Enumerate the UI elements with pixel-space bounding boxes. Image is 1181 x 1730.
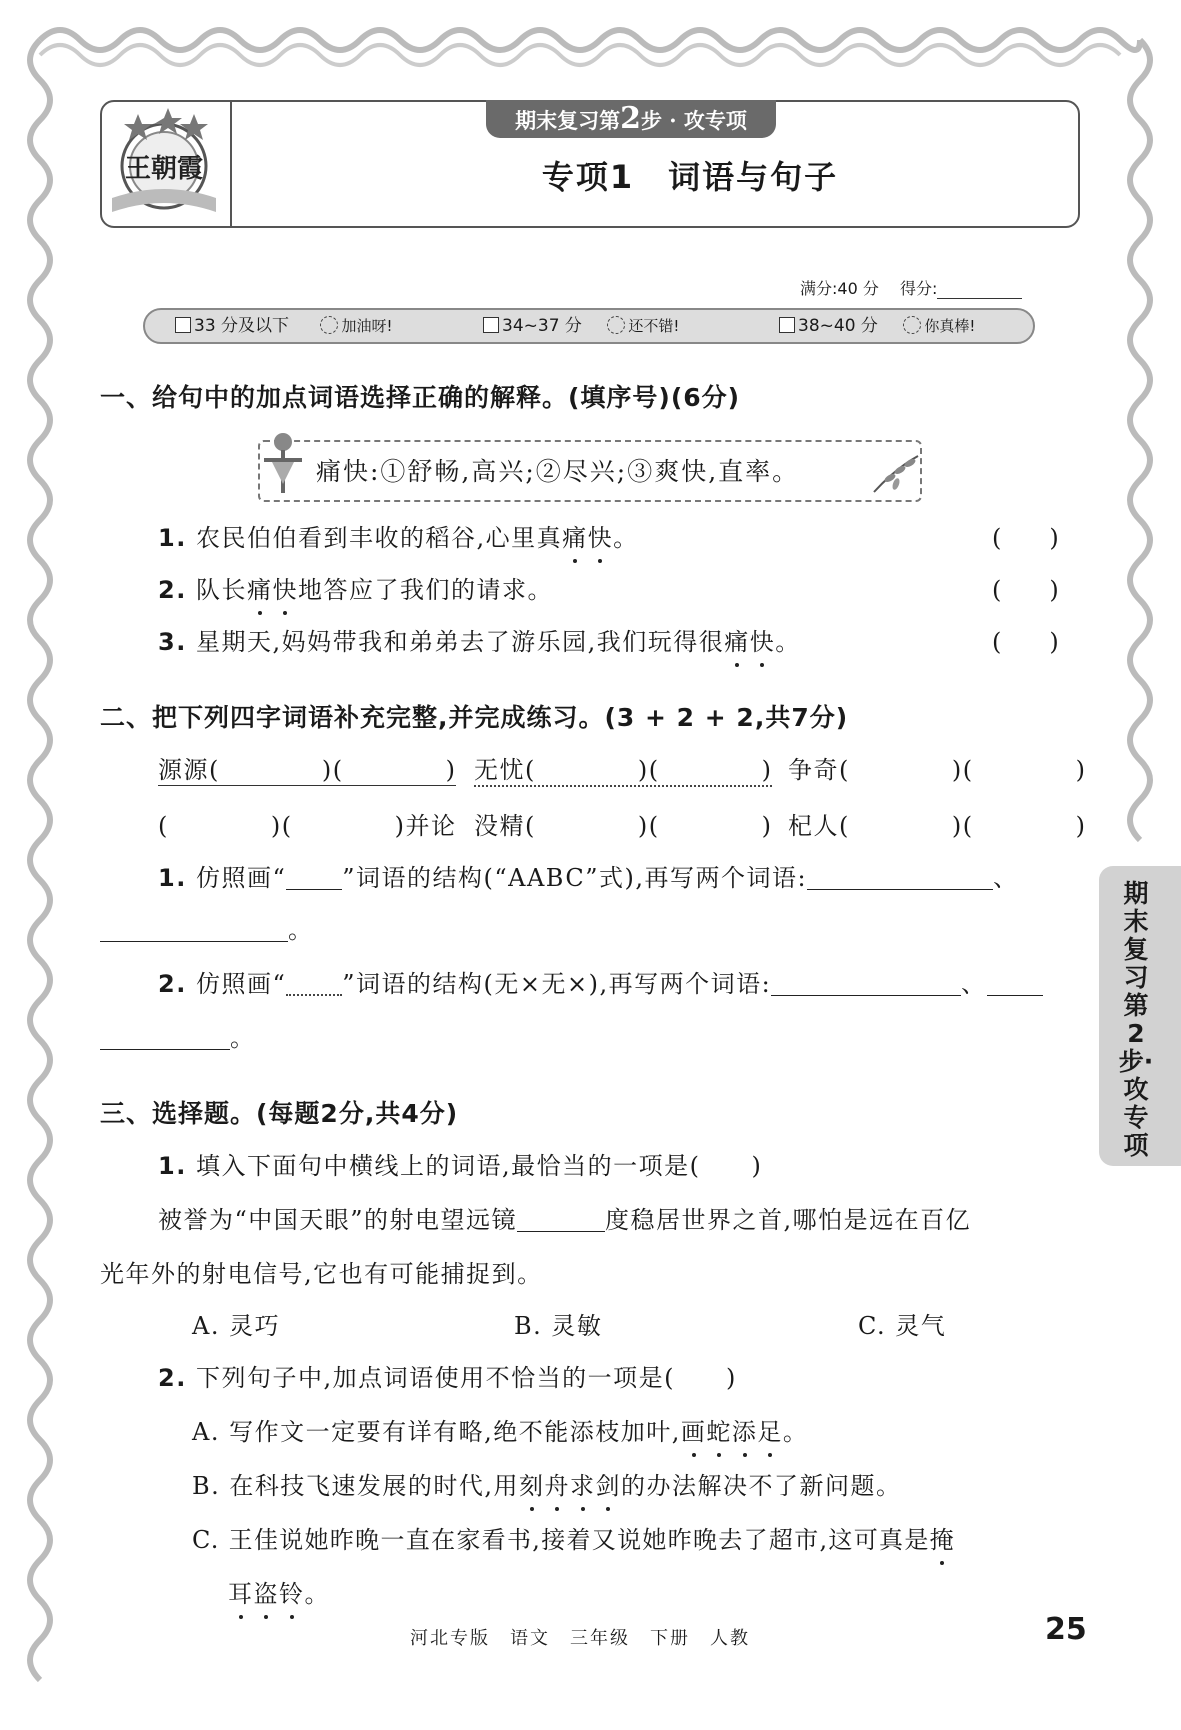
q-text: 的办法解决不了新问题。 xyxy=(621,1472,902,1500)
part3-q1-sentence xyxy=(158,1200,971,1235)
definition-text: 痛快:①舒畅,高兴;②尽兴;③爽快,直率。 xyxy=(316,457,800,486)
dotted-char: 快 xyxy=(272,570,298,605)
dotted-char: 盗 xyxy=(254,1574,280,1609)
face-icon xyxy=(320,316,338,334)
part2-q2 xyxy=(158,964,1043,999)
question-number: 1. xyxy=(158,1152,187,1180)
part2-q1-cont xyxy=(100,910,314,945)
question-number: 2. xyxy=(158,576,187,604)
option-a[interactable]: A. 灵巧 xyxy=(192,1312,281,1340)
q-text: 度稳居世界之首,哪怕是远在百亿 xyxy=(605,1206,972,1234)
q-text: 。 xyxy=(613,524,639,552)
part3-q2-option-c[interactable] xyxy=(192,1520,955,1555)
question-number: 1. xyxy=(158,864,187,892)
idiom-blank[interactable]: 争奇( )( ) xyxy=(788,756,1087,784)
dotted-char: 画 xyxy=(681,1412,707,1447)
dotted-word xyxy=(247,576,298,604)
wavy-underline-sample xyxy=(286,968,342,996)
dotted-word xyxy=(562,524,613,552)
answer-paren[interactable]: ( ) xyxy=(992,628,1059,656)
separator: 、 xyxy=(961,970,987,998)
part2-heading: 二、把下列四字词语补充完整,并完成练习。(3 + 2 + 2,共7分) xyxy=(100,703,849,732)
idiom-blank[interactable]: 杞人( )( ) xyxy=(788,812,1087,840)
logo-text: 王朝霞 xyxy=(124,154,204,184)
answer-blank[interactable] xyxy=(517,1205,605,1232)
question-number: 2. xyxy=(158,970,187,998)
q-text: 仿照画“ xyxy=(186,864,287,892)
part1-heading: 一、给句中的加点词语选择正确的解释。(填序号)(6分) xyxy=(100,383,741,412)
idiom-blank[interactable]: 无忧( )( ) xyxy=(474,750,772,787)
q-text: ”词语的结构(无×无×),再写两个词语: xyxy=(342,970,772,998)
rating-comment: 加油呀! xyxy=(341,317,393,335)
step-banner xyxy=(486,100,776,138)
score-blank[interactable] xyxy=(937,282,1022,299)
underline-sample xyxy=(286,863,342,890)
q-text: ”词语的结构(“AABC”式),再写两个词语: xyxy=(342,864,808,892)
rating-range: 38~40 分 xyxy=(798,316,878,336)
part3-q2-option-a[interactable] xyxy=(192,1412,808,1447)
q-text: B. 在科技飞速发展的时代,用 xyxy=(192,1472,520,1500)
dotted-word xyxy=(681,1418,783,1446)
dotted-char: 铃 xyxy=(279,1574,305,1609)
idiom-blank[interactable]: 没精( )( ) xyxy=(474,812,773,840)
rating-item xyxy=(483,314,679,338)
rating-bar xyxy=(143,308,1035,344)
part3-q2-option-b[interactable] xyxy=(192,1466,902,1501)
question-number: 2. xyxy=(158,1364,187,1392)
dotted-char: 痛 xyxy=(247,570,273,605)
dotted-char: 剑 xyxy=(596,1466,622,1501)
question-number: 3. xyxy=(158,628,187,656)
answer-blank[interactable] xyxy=(771,969,961,996)
q-text: 。 xyxy=(775,628,801,656)
dotted-word xyxy=(228,1580,305,1608)
dotted-char: 快 xyxy=(750,622,776,657)
option-b[interactable]: B. 灵敏 xyxy=(514,1312,603,1340)
wheat-icon xyxy=(870,448,922,498)
rating-checkbox[interactable] xyxy=(175,317,191,333)
section-title: 专项1 词语与句子 xyxy=(541,158,839,196)
q-text: 队长 xyxy=(186,576,247,604)
rating-checkbox[interactable] xyxy=(779,317,795,333)
dotted-char: 痛 xyxy=(724,622,750,657)
step-banner-num: 2 xyxy=(620,101,641,136)
score-label: 得分: xyxy=(899,279,938,298)
face-icon xyxy=(607,316,625,334)
answer-blank[interactable] xyxy=(807,863,993,890)
part1-q1 xyxy=(158,518,639,553)
answer-blank[interactable] xyxy=(987,969,1043,996)
rating-item xyxy=(779,314,975,338)
idiom-blank[interactable]: 源源( )( ) xyxy=(158,750,456,786)
scarecrow-icon xyxy=(258,428,308,498)
q-text: 仿照画“ xyxy=(186,970,287,998)
answer-paren[interactable]: ( ) xyxy=(992,576,1059,604)
separator: 、 xyxy=(993,864,1019,892)
part3-q2 xyxy=(158,1358,737,1393)
part2-q2-cont xyxy=(100,1018,256,1053)
period: 。 xyxy=(288,916,314,944)
score-line xyxy=(800,276,1022,299)
rating-range: 34~37 分 xyxy=(502,316,582,336)
part2-q1 xyxy=(158,858,1019,893)
rating-checkbox[interactable] xyxy=(483,317,499,333)
full-score: 满分:40 分 xyxy=(800,279,879,298)
dotted-char: 足 xyxy=(757,1412,783,1447)
answer-blank[interactable] xyxy=(100,915,288,942)
dotted-char: 蛇 xyxy=(706,1412,732,1447)
q-text: 星期天,妈妈带我和弟弟去了游乐园,我们玩得很 xyxy=(186,628,725,656)
option-c[interactable]: C. 灵气 xyxy=(858,1312,947,1340)
dotted-char: 求 xyxy=(570,1466,596,1501)
part1-q3 xyxy=(158,622,801,657)
page-number: 25 xyxy=(1045,1612,1087,1647)
step-banner-pre: 期末复习第 xyxy=(515,108,621,133)
part1-q2 xyxy=(158,570,553,605)
part3-heading: 三、选择题。(每题2分,共4分) xyxy=(100,1099,459,1128)
answer-blank[interactable] xyxy=(100,1023,230,1050)
dotted-char: 痛 xyxy=(562,518,588,553)
period: 。 xyxy=(230,1024,256,1052)
q-text: 。 xyxy=(782,1418,809,1446)
rating-comment: 你真棒! xyxy=(924,317,976,335)
part3-q1-sentence-cont: 光年外的射电信号,它也有可能捕捉到。 xyxy=(100,1260,543,1288)
q-text: 填入下面句中横线上的词语,最恰当的一项是( ) xyxy=(186,1152,763,1180)
answer-paren[interactable]: ( ) xyxy=(992,524,1059,552)
dotted-char: 添 xyxy=(732,1412,758,1447)
q-text: C. 王佳说她昨晚一直在家看书,接着又说她昨晚去了超市,这可真是 xyxy=(192,1526,930,1554)
q-text: 。 xyxy=(304,1580,330,1608)
part3-q1 xyxy=(158,1146,762,1181)
dotted-word xyxy=(724,628,775,656)
dotted-char: 快 xyxy=(588,518,614,553)
q-text: A. 写作文一定要有详有略,绝不能添枝加叶, xyxy=(192,1418,681,1446)
part3-q2-option-c-cont xyxy=(228,1574,330,1609)
footer-info: 河北专版 语文 三年级 下册 人教 xyxy=(410,1628,750,1649)
step-banner-post: 步 · 攻专项 xyxy=(640,108,747,133)
rating-comment: 还不错! xyxy=(628,317,680,335)
rating-range: 33 分及以下 xyxy=(194,316,290,336)
face-icon xyxy=(903,316,921,334)
q-text: 地答应了我们的请求。 xyxy=(297,576,553,604)
dotted-char: 耳 xyxy=(228,1574,254,1609)
q-text: 农民伯伯看到丰收的稻谷,心里真 xyxy=(186,524,563,552)
dotted-char: 掩 xyxy=(930,1520,955,1555)
q-text: 下列句子中,加点词语使用不恰当的一项是( ) xyxy=(186,1364,737,1392)
dotted-char: 刻 xyxy=(519,1466,545,1501)
question-number: 1. xyxy=(158,524,187,552)
side-tab-text: 期末复习第2步·攻专项 xyxy=(1118,879,1154,1160)
idiom-blank[interactable]: ( )( )并论 xyxy=(158,812,457,840)
rating-item xyxy=(175,314,392,338)
dotted-char: 舟 xyxy=(545,1466,571,1501)
dotted-word xyxy=(519,1472,621,1500)
q-text: 被誉为“中国天眼”的射电望远镜 xyxy=(158,1206,518,1234)
dotted-word xyxy=(930,1526,955,1554)
